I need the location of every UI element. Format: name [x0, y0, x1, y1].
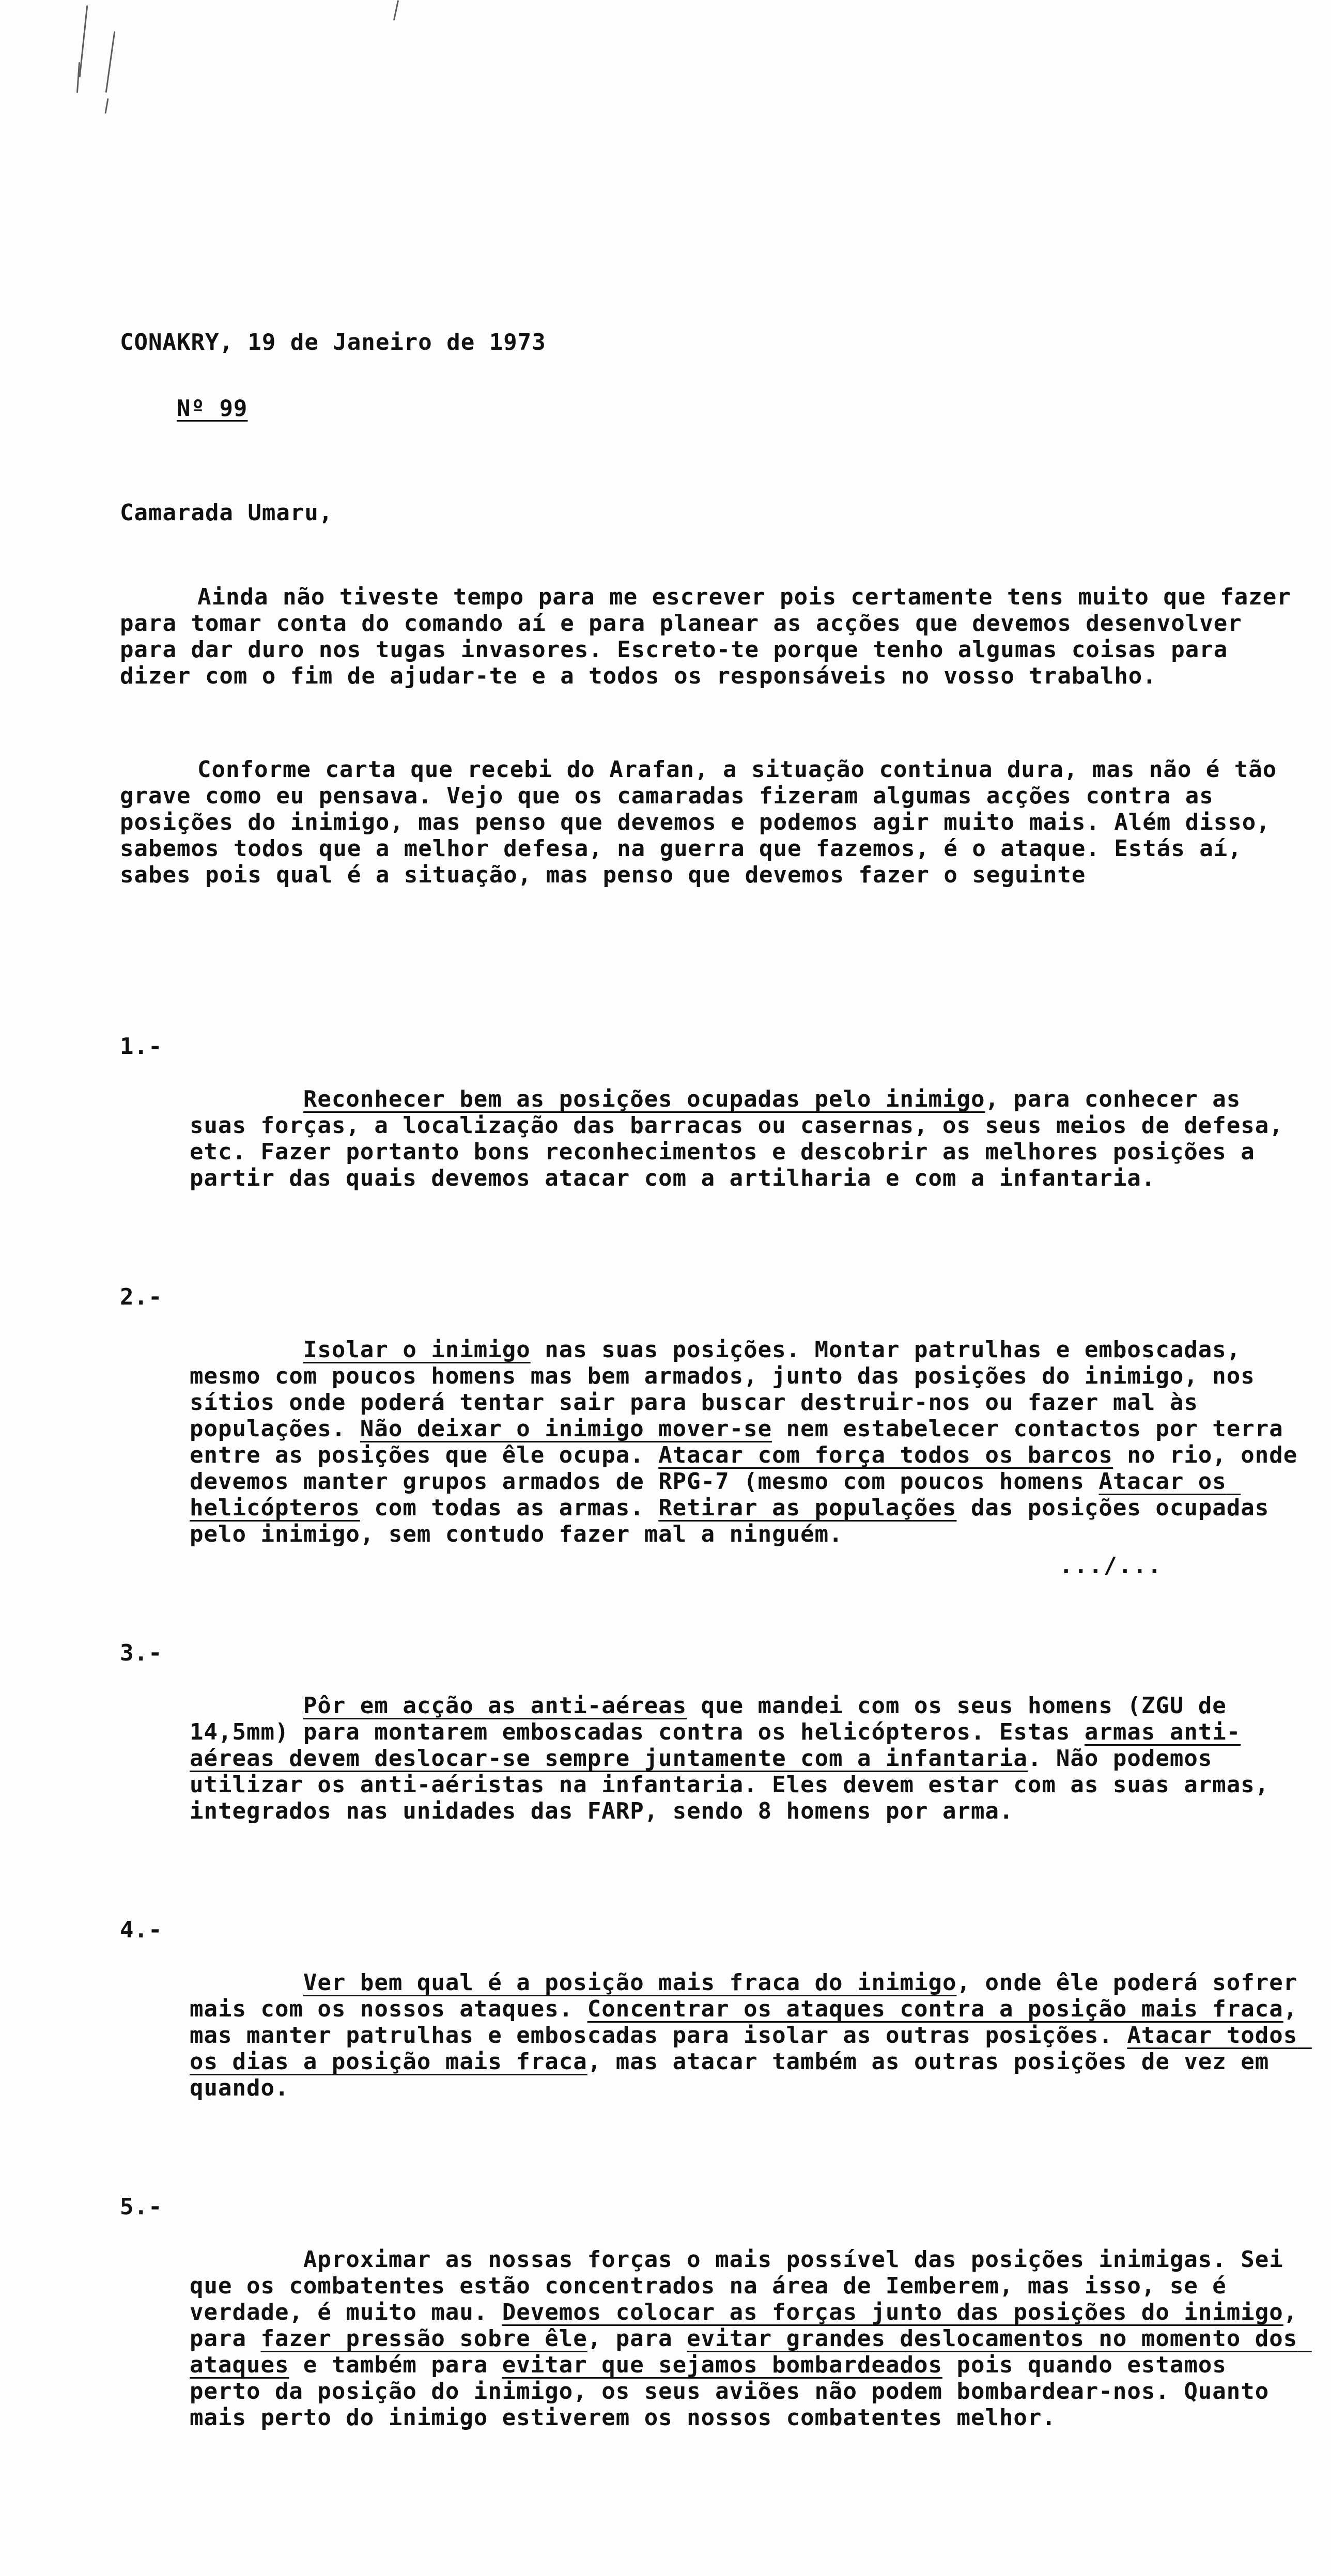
point-text-segment: Aproximar as nossas forças o mais possível das posições inimigas. Sei que os combatentes estão concentrados na área de Iemberem, mas isso, se é verdade, é muito mau. [190, 2246, 1298, 2325]
point-text [190, 1693, 1283, 1824]
underlined-instruction: Não deixar o inimigo mover-se [360, 1416, 772, 1442]
point-text-segment: , para [587, 2325, 687, 2352]
underlined-instruction: Atacar os helicópteros [190, 1468, 1241, 1521]
underlined-instruction: Reconhecer bem as posições ocupadas pelo inimigo [303, 1086, 985, 1112]
point-item [120, 1917, 1312, 2128]
underlined-instruction: Concentrar os ataques contra a posição mais fraca [587, 1996, 1283, 2022]
point-item [120, 1640, 1308, 1851]
paragraph: Ainda não tiveste tempo para me escrever pois certamente tens muito que fazer para tomar conta do comando aí e para planear as acções que devemos desenvolver para dar duro nos tugas invasores. Escreto-te porque tenho algumas coisas para dizer com o fim de ajudar-te e a todos os responsáveis no vosso trabalho. [120, 584, 1306, 689]
scan-mark [105, 31, 116, 92]
point-text [190, 1969, 1312, 2101]
point-text-segment: que mandei com os seus homens (ZGU de 14,5mm) para montarem emboscadas contra os helicópteros. Estas [190, 1693, 1241, 1745]
point-text-segment: , onde êle poderá sofrer mais com os nossos ataques. [190, 1969, 1312, 2022]
underlined-instruction: Retirar as populações [658, 1495, 957, 1521]
point-text-segment: pois quando estamos perto da posição do inimigo, os seus aviões não podem bombardear-nos. Quanto mais perto do inimigo estiverem os nossos combatentes melhor. [190, 2352, 1283, 2431]
underlined-instruction: evitar que sejamos bombardeados [502, 2352, 942, 2378]
underlined-instruction: Pôr em acção as anti-aéreas [303, 1693, 687, 1719]
letter-body [120, 276, 1312, 2576]
point-number: 3.- [120, 1640, 163, 1666]
point-number: 4.- [120, 1917, 163, 1943]
scan-mark [393, 0, 399, 21]
point-text-segment: , mas atacar também as outras posições de vez em quando. [190, 2049, 1283, 2101]
point-text-segment: no rio, onde devemos manter grupos armados de RPG-7 (mesmo com poucos homens [190, 1442, 1312, 1495]
place-date: CONAKRY, 19 de Janeiro de 1973 [120, 329, 546, 355]
underlined-instruction: Ver bem qual é a posição mais fraca do inimigo [303, 1969, 957, 1996]
underlined-instruction: Atacar todos os dias a posição mais fraca [190, 2022, 1312, 2075]
scan-mark [76, 62, 80, 93]
point-text-segment: nas suas posições. Montar patrulhas e emboscadas, mesmo com poucos homens mas bem armados, junto das posições do inimigo, nos sítios onde poderá tentar sair para buscar destruir-nos ou fazer mal às populações. [190, 1337, 1270, 1442]
point-text-segment: e também para [289, 2352, 502, 2378]
point-text-segment: nem estabelecer contactos por terra entre as posições que êle ocupa. [190, 1416, 1298, 1468]
point-text-segment: . Não podemos utilizar os anti-aéristas na infantaria. Eles devem estar com as suas armas, integrados nas unidades das FARP, sendo 8 homens por arma. [190, 1745, 1283, 1824]
point-number: 2.- [120, 1284, 163, 1310]
point-number: 1.- [120, 1033, 163, 1060]
point-text-segment: das posições ocupadas pelo inimigo, sem contudo fazer mal a ninguém. [190, 1495, 1283, 1547]
underlined-instruction: armas anti-aéreas devem deslocar-se sempre juntamente com a infantaria [190, 1719, 1241, 1772]
underlined-instruction: Devemos colocar as forças junto das posições do inimigo [502, 2299, 1283, 2325]
continuation-mark: .../... [1059, 1553, 1163, 1579]
point-text-segment: , para [190, 2299, 1312, 2352]
letter-number: Nº 99 [176, 395, 248, 422]
underlined-instruction: Atacar com força todos os barcos [658, 1442, 1113, 1468]
point-number: 5.- [120, 2194, 163, 2220]
salutation: Camarada Umaru, [120, 500, 333, 526]
underlined-instruction: evitar grandes deslocamentos no momento dos ataques [190, 2325, 1312, 2378]
point-text-segment: , para conhecer as suas forças, a localização das barracas ou casernas, os seus meios de defesa, etc. Fazer portanto bons reconhecimentos e descobrir as melhores posições a partir das quais devemos atacar com a artilharia e com a infantaria. [190, 1086, 1298, 1191]
underlined-instruction: fazer pressão sobre êle [260, 2325, 587, 2352]
point-text-segment: com todas as armas. [360, 1495, 659, 1521]
point-text [190, 2246, 1312, 2431]
point-text [190, 1086, 1297, 1191]
point-item [120, 1284, 1312, 1574]
numbered-points [120, 981, 1312, 2523]
scan-mark [79, 5, 88, 77]
point-text-segment: , mas manter patrulhas e emboscadas para isolar as outras posições. [190, 1996, 1312, 2049]
point-text [190, 1337, 1312, 1547]
underlined-instruction: Isolar o inimigo [303, 1337, 531, 1363]
paragraph: Conforme carta que recebi do Arafan, a situação continua dura, mas não é tão grave como eu pensava. Vejo que os camaradas fizeram algumas acções contra as posições do inimigo, mas penso que devemos e podemos agir muito mais. Além disso, sabemos todos que a melhor defesa, na guerra que fazemos, é o ataque. Estás aí, sabes pois qual é a situação, mas penso que devemos fazer o seguinte [120, 756, 1291, 888]
scan-mark [104, 98, 109, 114]
point-item [120, 1033, 1308, 1218]
point-item [120, 2194, 1312, 2457]
